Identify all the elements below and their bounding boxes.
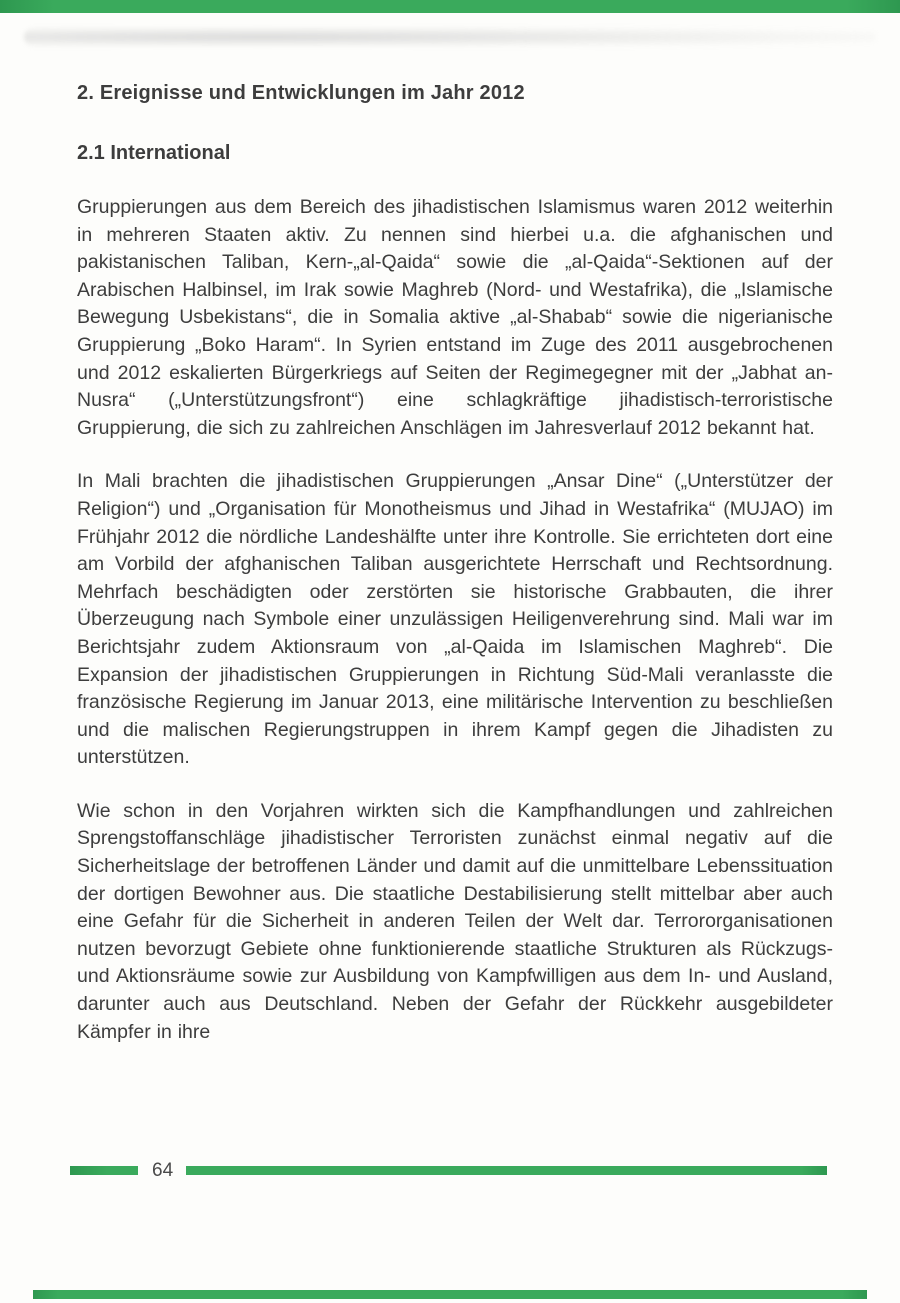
subsection-heading: 2.1 International <box>77 142 231 164</box>
bottom-green-bar <box>33 1290 867 1299</box>
page-footer <box>0 1155 900 1185</box>
paragraph-2: In Mali brachten die jihadistischen Gruppierungen „Ansar Dine“ („Unterstützer der Religion“) und „Organisation für Monotheismus und Jihad in Westafrika“ (MUJAO) im Frühjahr 2012 die nördliche Landeshälfte unter ihre Kontrolle. Sie errichteten dort eine am Vorbild der afghanischen Taliban ausgerichtete Herrschaft und Rechtsordnung. Mehrfach beschädigten oder zerstörten sie historische Grabbauten, die ihrer Überzeugung nach Symbole einer unzulässigen Heiligenverehrung sind. Mali war im Berichtsjahr zudem Aktionsraum von „al-Qaida im Islamischen Maghreb“. Die Expansion der jihadistischen Gruppierungen in Richtung Süd-Mali veranlasste die französische Regierung im Januar 2013, eine militärische Intervention zu beschließen und die malischen Regierungstruppen in ihrem Kampf gegen die Jihadisten zu unterstützen. <box>77 470 833 769</box>
footer-left-green-bar <box>70 1166 138 1175</box>
paragraph-3: Wie schon in den Vorjahren wirkten sich die Kampfhandlungen und zahlreichen Sprengstoffanschläge jihadistischer Terroristen zunächst einmal negativ auf die Sicherheitslage der betroffenen Länder und damit auf die unmittelbare Lebenssituation der dortigen Bewohner aus. Die staatliche Destabilisierung stellt mittelbar aber auch eine Gefahr für die Sicherheit in anderen Teilen der Welt dar. Terrororganisationen nutzen bevorzugt Gebiete ohne funktionierende staatliche Strukturen als Rückzugs- und Aktionsräume sowie zur Ausbildung von Kampfwilligen aus dem In- und Ausland, darunter auch aus Deutschland. Neben der Gefahr der Rückkehr ausgebildeter Kämpfer in ihre <box>77 799 833 1043</box>
page-content <box>77 80 833 1072</box>
page-number: 64 <box>152 1159 174 1181</box>
section-heading: 2. Ereignisse und Entwicklungen im Jahr 2012 <box>77 82 525 104</box>
top-green-bar <box>0 0 900 13</box>
scan-shadow-artifact <box>24 27 876 47</box>
footer-right-green-bar <box>186 1166 827 1175</box>
paragraph-1: Gruppierungen aus dem Bereich des jihadistischen Islamismus waren 2012 weiterhin in mehreren Staaten aktiv. Zu nennen sind hierbei u.a. die afghanischen und pakistanischen Taliban, Kern-„al-Qaida“ sowie die „al-Qaida“-Sektionen auf der Arabischen Halbinsel, im Irak sowie Maghreb (Nord- und Westafrika), die „Islamische Bewegung Usbekistans“, die in Somalia aktive „al-Shabab“ sowie die nigerianische Gruppierung „Boko Haram“. In Syrien entstand im Zuge des 2011 ausgebrochenen und 2012 eskalierten Bürgerkriegs auf Seiten der Regimegegner mit der „Jabhat an-Nusra“ („Unterstützungsfront“) eine schlagkräftige jihadistisch-terroristische Gruppierung, die sich zu zahlreichen Anschlägen im Jahresverlauf 2012 bekannt hat. <box>77 196 833 439</box>
